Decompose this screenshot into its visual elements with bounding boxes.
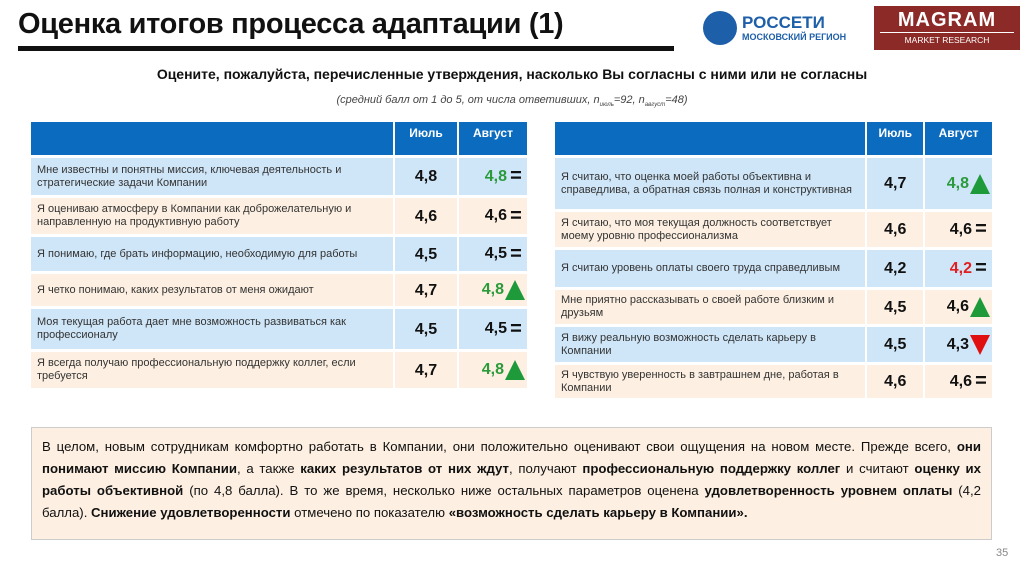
table-row [555,290,992,324]
summary-highlight: Снижение удовлетворенности [91,505,291,520]
august-score: 4,6 [946,298,969,316]
statement-text: Я чувствую уверенность в завтрашнем дне, работая в Компании [555,365,865,398]
august-cell [925,327,992,362]
statement-text: Я понимаю, где брать информацию, необходимую для работы [31,237,393,271]
august-cell [925,212,992,247]
summary-segment: (по 4,8 балла). В то же время, несколько ниже остальных параметров оценена [183,483,705,498]
august-cell [925,250,992,287]
july-score: 4,2 [867,250,923,287]
july-score: 4,7 [395,352,457,388]
table-row [31,158,527,195]
august-cell [459,198,527,234]
magram-logo-main: MAGRAM [897,9,997,31]
statement-text: Моя текущая работа дает мне возможность развиваться как профессионалу [31,309,393,349]
statement-text: Я всегда получаю профессиональную поддержку коллег, если требуется [31,352,393,388]
trend-equal-icon: = [975,257,987,280]
table-row [31,237,527,271]
august-score: 4,2 [949,259,972,277]
august-cell [925,290,992,324]
august-score: 4,5 [484,320,507,338]
summary-segment: , получают [508,461,583,476]
trend-up-icon [505,360,525,380]
magram-logo [874,6,1020,50]
rosseti-globe-icon [703,11,737,45]
summary-highlight: оценку их работы объективной [42,461,981,498]
subtitle-note [0,94,1024,108]
table-row [555,212,992,247]
trend-equal-icon: = [510,165,522,188]
trend-up-icon [505,280,525,300]
page-number: 35 [996,547,1009,559]
header-blank [555,122,865,155]
table-row [31,274,527,306]
august-score: 4,5 [484,245,507,263]
trend-equal-icon: = [510,242,522,265]
july-score: 4,6 [395,198,457,234]
july-score: 4,5 [867,290,923,324]
august-score: 4,3 [946,335,969,353]
statement-text: Я считаю, что моя текущая должность соответствует моему уровню профессионализма [555,212,865,247]
table-row [31,198,527,234]
august-cell [459,274,527,306]
rosseti-logo [703,8,863,48]
trend-up-icon [970,297,990,317]
trend-equal-icon: = [510,317,522,340]
table-row [555,327,992,362]
trend-equal-icon: = [510,204,522,227]
july-score: 4,5 [395,309,457,349]
summary-segment: отмечено по показателю [290,505,449,520]
summary-text [31,427,992,540]
subtitle-prefix: (средний балл от 1 до 5, от числа ответивших, n [336,94,600,106]
rosseti-logo-main: РОССЕТИ [742,13,825,32]
summary-highlight: каких результатов от них ждут [300,461,509,476]
statement-text: Мне приятно рассказывать о своей работе близким и друзьям [555,290,865,324]
header-august: Август [459,122,527,155]
summary-segment: В целом, новым сотрудникам комфортно работать в Компании, они положительно оценивают свои ощущения на новом месте. Прежде всего, [42,439,957,454]
table-row [555,365,992,398]
august-score: 4,6 [949,220,972,238]
summary-highlight: они понимают миссию Компании [42,439,981,476]
subtitle-suffix: =48) [665,94,688,106]
august-cell [459,237,527,271]
page-title: Оценка итогов процесса адаптации (1) [18,8,564,40]
subtitle-sub-august: август [644,102,666,109]
subtitle-sub-july: июль [599,102,614,109]
august-score: 4,6 [949,372,972,390]
july-score: 4,5 [395,237,457,271]
question-text: Оцените, пожалуйста, перечисленные утверждения, насколько Вы согласны с ними или не согласны [156,66,868,82]
statement-text: Я считаю уровень оплаты своего труда справедливым [555,250,865,287]
august-cell [925,158,992,209]
header-august: Август [925,122,992,155]
trend-up-icon [970,174,990,194]
statement-text: Мне известны и понятны миссия, ключевая деятельность и стратегические задачи Компании [31,158,393,195]
rosseti-logo-sub: МОСКОВСКИЙ РЕГИОН [742,32,847,42]
july-score: 4,8 [395,158,457,195]
august-score: 4,8 [946,174,969,192]
title-underline [18,46,674,51]
left-ratings-table [29,119,529,391]
summary-segment: и считают [840,461,915,476]
table-row [31,352,527,388]
statement-text: Я считаю, что оценка моей работы объективна и справедлива, а обратная связь полная и конструктивная [555,158,865,209]
summary-segment: , а также [236,461,301,476]
subtitle-mid: =92, n [613,94,645,106]
header-blank [31,122,393,155]
summary-highlight: профессиональную поддержку коллег [582,461,841,476]
trend-equal-icon: = [975,370,987,393]
july-score: 4,5 [867,327,923,362]
august-cell [459,309,527,349]
summary-segment: (4,2 балла). [42,483,981,520]
statement-text: Я вижу реальную возможность сделать карьеру в Компании [555,327,865,362]
statement-text: Я четко понимаю, каких результатов от меня ожидают [31,274,393,306]
august-cell [925,365,992,398]
august-score: 4,8 [481,281,504,299]
trend-equal-icon: = [975,218,987,241]
summary-highlight: «возможность сделать карьеру в Компании». [448,505,748,520]
july-score: 4,6 [867,365,923,398]
summary-highlight: удовлетворенность уровнем оплаты [704,483,953,498]
table-row [555,158,992,209]
table-row [555,250,992,287]
statement-text: Я оцениваю атмосферу в Компании как доброжелательную и направленную на продуктивную работу [31,198,393,234]
right-ratings-table [553,119,994,401]
header-july: Июль [395,122,457,155]
august-cell [459,352,527,388]
august-cell [459,158,527,195]
august-score: 4,8 [481,361,504,379]
header-july: Июль [867,122,923,155]
trend-down-icon [970,335,990,355]
july-score: 4,6 [867,212,923,247]
july-score: 4,7 [867,158,923,209]
table-row [31,309,527,349]
august-score: 4,6 [484,207,507,225]
july-score: 4,7 [395,274,457,306]
august-score: 4,8 [484,167,507,185]
magram-logo-sub: MARKET RESEARCH [880,32,1014,45]
